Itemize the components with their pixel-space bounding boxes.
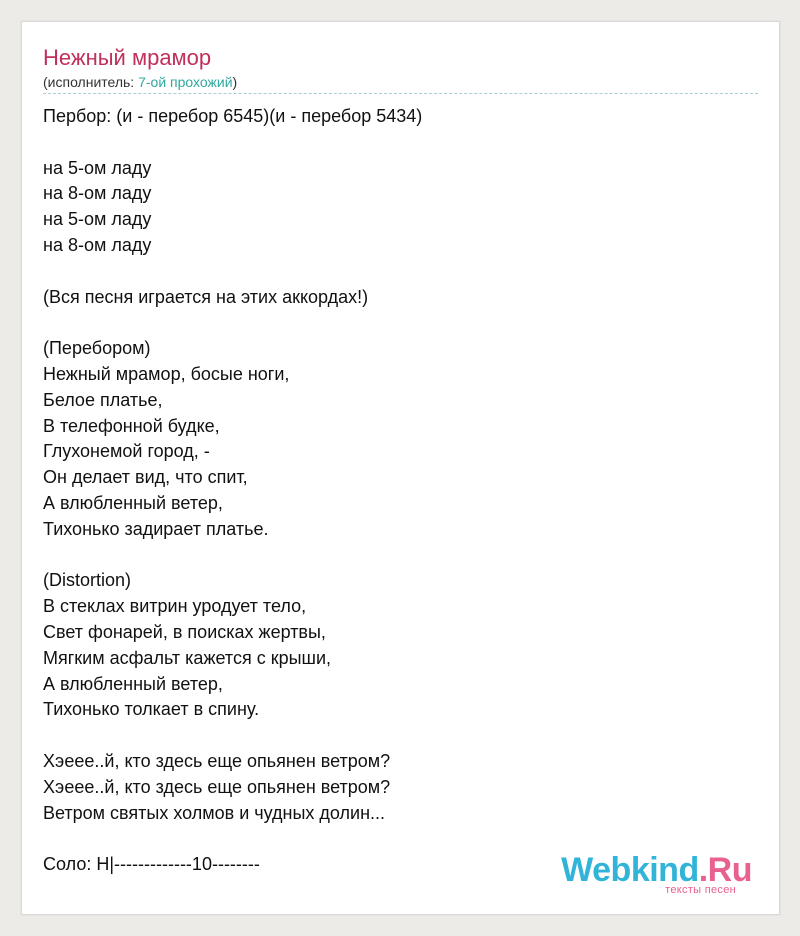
lyric-line: Он делает вид, что спит, (43, 467, 248, 488)
lyric-blank-line (43, 723, 743, 749)
lyric-line: (Distortion) (43, 570, 132, 591)
lyric-line: (Перебором) (43, 338, 151, 359)
lyric-line: на 8-ом ладу (43, 234, 152, 255)
lyric-line: Свет фонарей, в поисках жертвы, (43, 621, 326, 642)
lyric-blank-line (43, 826, 743, 852)
lyric-line: Мягким асфальт кажется с крыши, (43, 647, 332, 668)
webkind-logo[interactable] (552, 850, 752, 900)
lyric-line: Глухонемой город, - (43, 441, 210, 462)
lyrics-text (43, 104, 743, 878)
lyric-blank-line (43, 259, 743, 285)
lyric-line: Тихонько толкает в спину. (43, 699, 260, 720)
lyric-line: Тихонько задирает платье. (43, 518, 269, 539)
lyric-blank-line (43, 543, 743, 569)
logo-tagline: тексты песен (665, 884, 736, 896)
lyric-line: В телефонной будке, (43, 415, 220, 436)
lyric-line: Белое платье, (43, 389, 163, 410)
lyric-line: Ветром святых холмов и чудных долин... (43, 802, 386, 823)
lyric-blank-line (43, 310, 743, 336)
lyric-line: на 5-ом ладу (43, 157, 152, 178)
lyric-blank-line (43, 130, 743, 156)
performer-link[interactable]: 7-ой прохожий (138, 74, 233, 90)
performer-prefix: (исполнитель: (43, 74, 139, 90)
song-title: Нежный мрамор (43, 45, 212, 70)
logo-tld: .Ru (698, 851, 752, 889)
lyric-line: Пербор: (и - перебор 6545)(и - перебор 5434) (43, 106, 423, 126)
lyric-line: (Вся песня играется на этих аккордах!) (43, 286, 369, 307)
lyric-line: Нежный мрамор, босые ноги, (43, 363, 290, 384)
lyric-line: А влюбленный ветер, (43, 673, 223, 694)
lyric-line: Хэеее..й, кто здесь еще опьянен ветром? (43, 776, 391, 797)
lyric-line: на 8-ом ладу (43, 183, 152, 204)
lyric-line: Соло: H|-------------10-------- (43, 854, 260, 875)
lyric-line: В стеклах витрин уродует тело, (43, 596, 307, 617)
logo-name: Webkind (561, 851, 699, 889)
lyric-line: А влюбленный ветер, (43, 492, 223, 513)
lyrics-card (21, 21, 780, 915)
header-divider (43, 93, 758, 94)
lyric-line: на 5-ом ладу (43, 209, 152, 230)
lyric-line: Хэеее..й, кто здесь еще опьянен ветром? (43, 750, 391, 771)
performer-suffix: ) (232, 74, 238, 90)
performer-line (43, 73, 237, 91)
